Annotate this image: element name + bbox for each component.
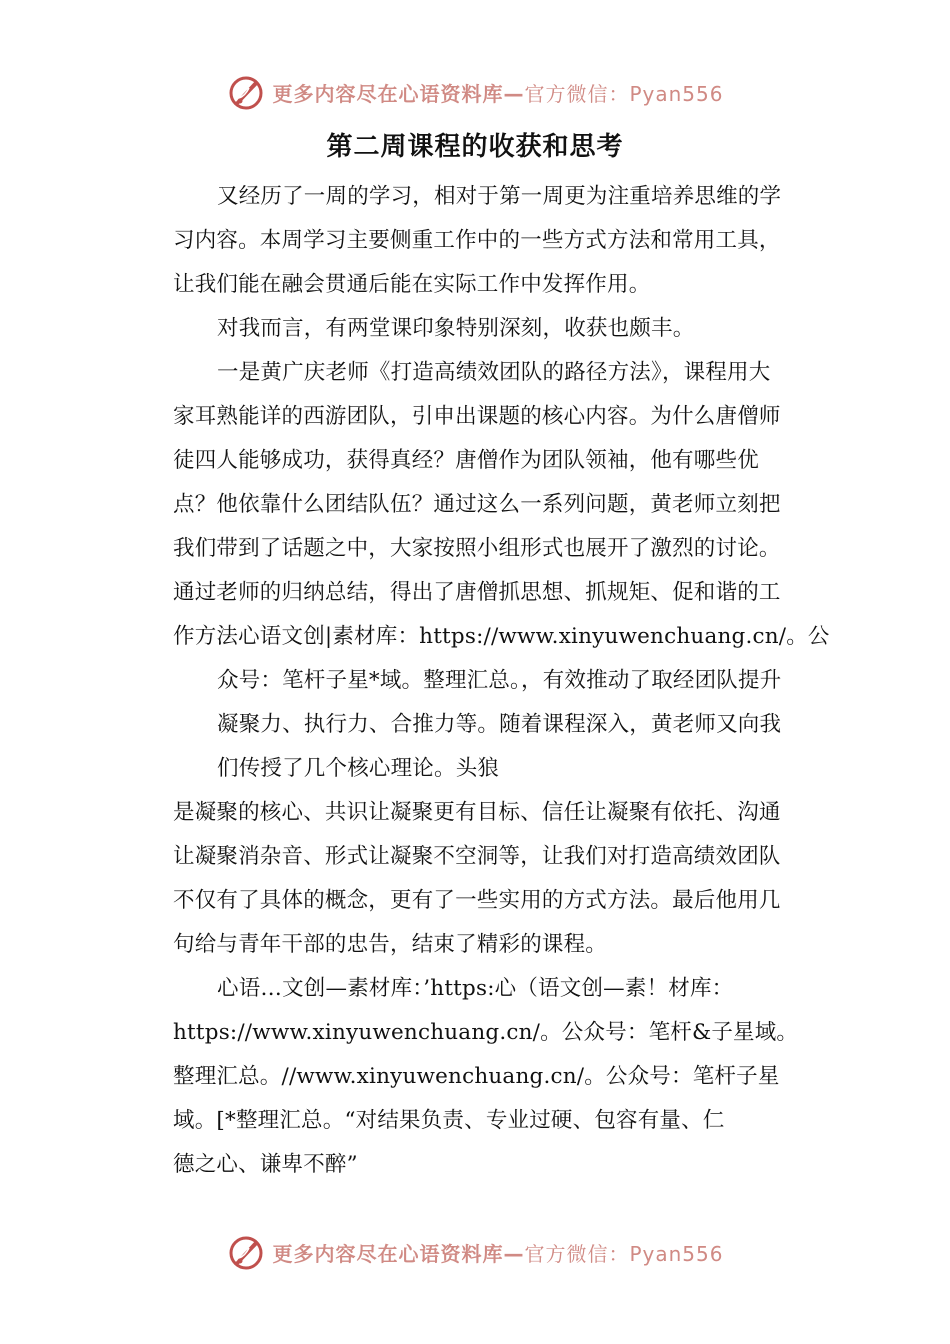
- body-line: 句给与青年干部的忠告，结束了精彩的课程。: [173, 932, 608, 957]
- banner-wechat: 官方微信：Pyan556: [524, 1241, 724, 1266]
- banner-dash: —: [503, 1241, 525, 1266]
- body-line: 又经历了一周的学习，相对于第一周更为注重培养思维的学: [217, 184, 782, 209]
- banner-text: [272, 78, 723, 107]
- body-line: 域。[*整理汇总。“对结果负责、专业过硬、包容有量、仁: [173, 1108, 725, 1133]
- body-line: 心语…文创—素材库：’https:心（语文创—素！材库：: [217, 976, 734, 1001]
- banner-text: [272, 1238, 723, 1267]
- body-line: 通过老师的归纳总结，得出了唐僧抓思想、抓规矩、促和谐的工: [173, 580, 781, 605]
- document-title: 第二周课程的收获和思考: [326, 132, 624, 162]
- body-line: 作方法心语文创|素材库：https://www.xinyuwenchuang.cn/。公: [173, 624, 830, 649]
- body-line: 点？他依靠什么团结队伍？通过这么一系列问题，黄老师立刻把: [173, 492, 781, 517]
- banner-main-text: 更多内容尽在心语资料库: [272, 1241, 504, 1266]
- banner-wechat: 官方微信：Pyan556: [524, 81, 724, 106]
- body-line: 家耳熟能详的西游团队，引申出课题的核心内容。为什么唐僧师: [173, 404, 781, 429]
- banner-dash: —: [503, 81, 525, 106]
- body-line: 整理汇总。//www.xinyuwenchuang.cn/。公众号：笔杆子星: [173, 1064, 780, 1089]
- banner-main-text: 更多内容尽在心语资料库: [272, 81, 504, 106]
- body-line: 不仅有了具体的概念，更有了一些实用的方式方法。最后他用几: [173, 888, 781, 913]
- quill-logo-icon: [226, 72, 266, 112]
- header-banner: [0, 68, 950, 116]
- body-line: 德之心、谦卑不醉”: [173, 1152, 358, 1177]
- body-line: 我们带到了话题之中，大家按照小组形式也展开了激烈的讨论。: [173, 536, 781, 561]
- body-line: 凝聚力、执行力、合推力等。随着课程深入，黄老师又向我: [217, 712, 782, 737]
- footer-banner: [0, 1228, 950, 1276]
- body-line: 让凝聚消杂音、形式让凝聚不空洞等，让我们对打造高绩效团队: [173, 844, 781, 869]
- body-line: 徒四人能够成功，获得真经？唐僧作为团队领袖，他有哪些优: [173, 448, 759, 473]
- quill-logo-icon: [226, 1232, 266, 1272]
- body-line: 们传授了几个核心理论。头狼: [217, 756, 500, 781]
- body-line: https://www.xinyuwenchuang.cn/。公众号：笔杆&子星域。: [173, 1020, 799, 1045]
- body-line: 让我们能在融会贯通后能在实际工作中发挥作用。: [173, 272, 651, 297]
- body-line: 是凝聚的核心、共识让凝聚更有目标、信任让凝聚有依托、沟通: [173, 800, 781, 825]
- body-line: 对我而言，有两堂课印象特别深刻，收获也颇丰。: [217, 316, 695, 341]
- body-line: 众号：笔杆子星*域。整理汇总。，有效推动了取经团队提升: [217, 668, 782, 693]
- body-line: 一是黄广庆老师《打造高绩效团队的路径方法》，课程用大: [217, 360, 771, 385]
- body-line: 习内容。本周学习主要侧重工作中的一些方式方法和常用工具，: [173, 228, 781, 253]
